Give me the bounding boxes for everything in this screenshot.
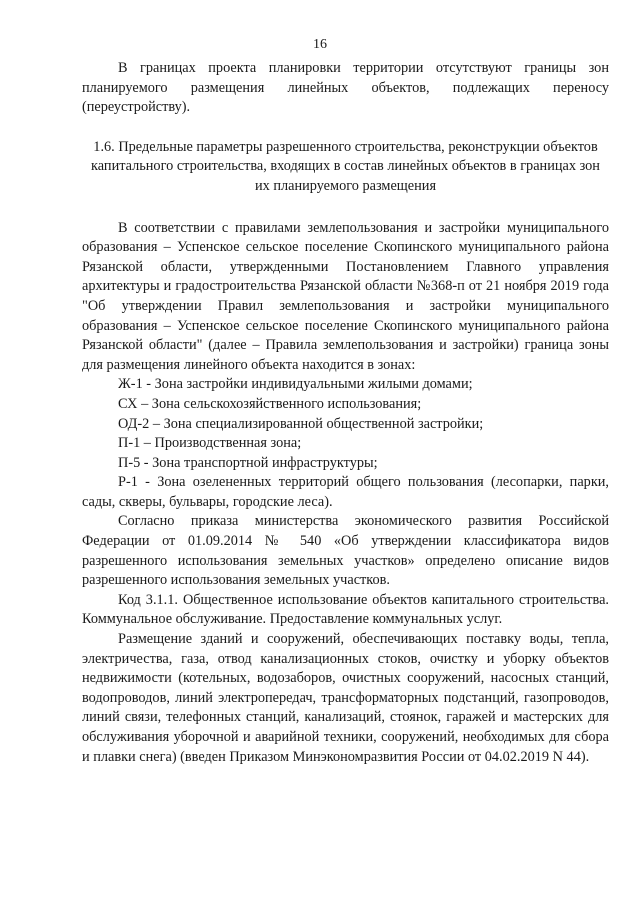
placement-paragraph: Размещение зданий и сооружений, обеспечивающих поставку воды, тепла, электричества, газа, отвод канализационных стоков, очистку и уборку объектов недвижимости (котельных, водозаборов, очистных сооружений, насосных станций, водопроводов, линий электропередач, трансформаторных подстанций, газопроводов, линий связи, телефонных станций, канализаций, стоянок, гаражей и мастерских для обслуживания уборочной и аварийной техники, сооружений, необходимых для сбора и плавки снега) (введен Приказом Минэкономразвития России от 04.02.2019 N 44). bbox=[82, 631, 609, 765]
zone-item: СХ – Зона сельскохозяйственного использования; bbox=[118, 395, 422, 412]
document-body bbox=[82, 59, 609, 767]
zone-item: П-5 - Зона транспортной инфраструктуры; bbox=[118, 454, 378, 471]
rules-paragraph: В соответствии с правилами землепользования и застройки муниципального образования – Успенское сельское поселение Скопинского муниципального района Рязанской области, утвержденными Постановлением Главного управления архитектуры и градостроительства Рязанской области №368-п от 21 ноября 2019 года "Об утверждении Правил землепользования и застройки муниципального образования – Успенское сельское поселение Скопинского муниципального района Рязанской области" (далее – Правила землепользования и застройки) граница зоны для размещения линейного объекта находится в зонах: bbox=[82, 219, 609, 373]
zone-item: Р-1 - Зона озелененных территорий общего пользования (лесопарки, парки, сады, скверы, бульвары, городские леса). bbox=[82, 474, 609, 510]
code-paragraph: Код 3.1.1. Общественное использование объектов капитального строительства. Коммунальное обслуживание. Предоставление коммунальных услуг. bbox=[82, 591, 609, 628]
intro-paragraph: В границах проекта планировки территории отсутствуют границы зон планируемого размещения линейных объектов, подлежащих переносу (переустройству). bbox=[82, 60, 609, 116]
order-paragraph: Согласно приказа министерства экономического развития Российской Федерации от 01.09.2014 № 540 «Об утверждении классификатора видов разрешенного использования земельных участков» определено описание видов разрешенного использования земельных участков. bbox=[82, 513, 609, 589]
zone-item: ОД-2 – Зона специализированной общественной застройки; bbox=[118, 415, 484, 432]
zone-item: П-1 – Производственная зона; bbox=[118, 435, 302, 452]
section-heading: 1.6. Предельные параметры разрешенного строительства, реконструкции объектов капитального строительства, входящих в состав линейных объектов в границах зон их планируемого размещения bbox=[91, 138, 600, 194]
zone-item: Ж-1 - Зона застройки индивидуальными жилыми домами; bbox=[118, 376, 473, 393]
page-number: 16 bbox=[313, 37, 327, 52]
zones-list bbox=[82, 375, 609, 512]
